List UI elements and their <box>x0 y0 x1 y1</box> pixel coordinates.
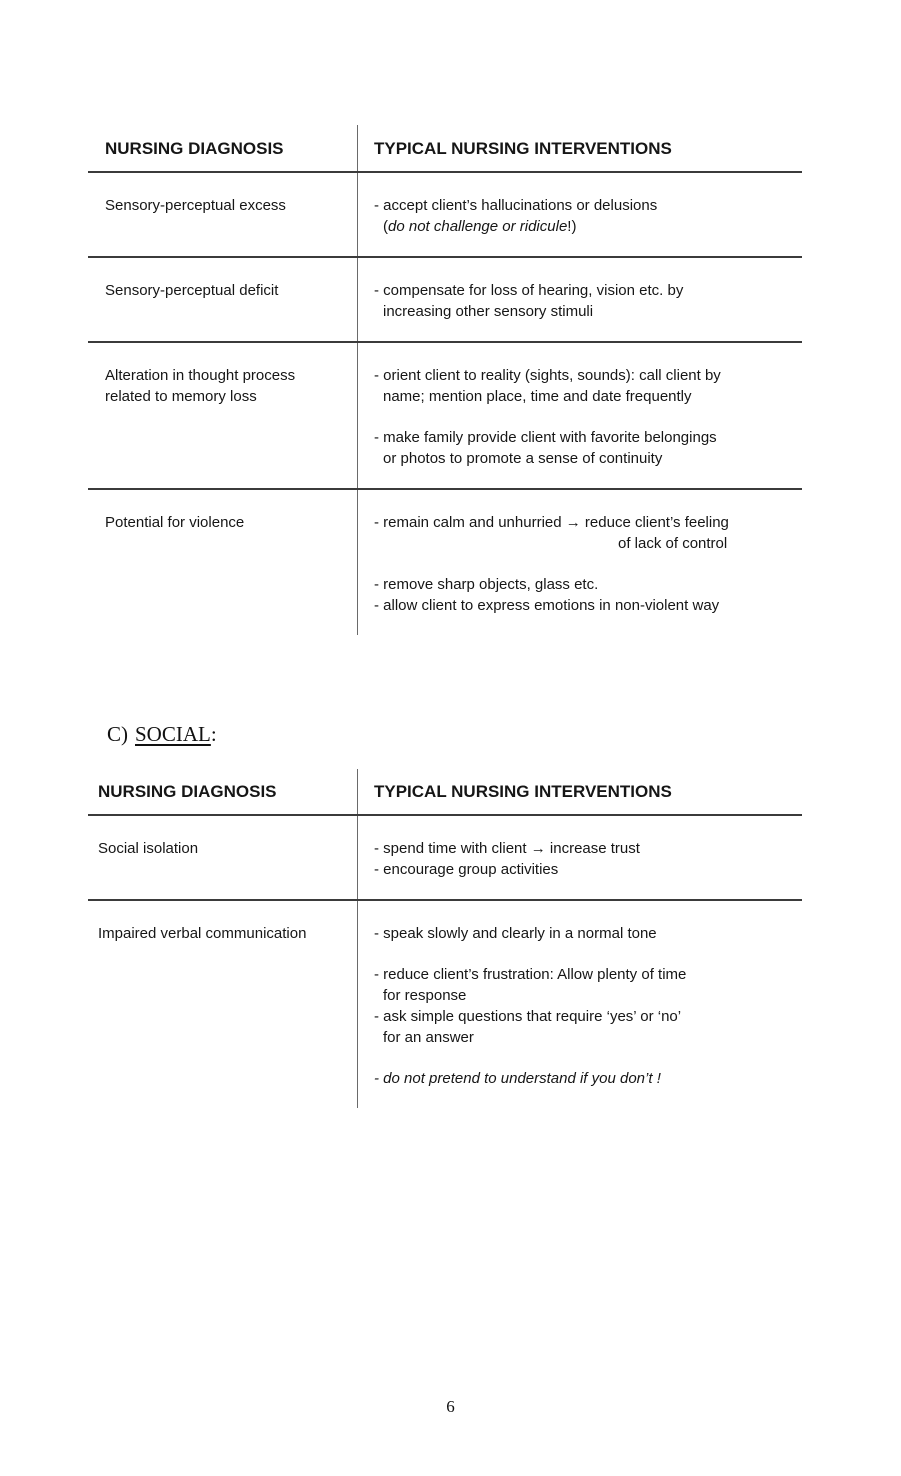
diagnosis-column-header <box>88 125 358 171</box>
diagnosis-line: Sensory-perceptual deficit <box>105 282 279 299</box>
interventions-cell <box>358 901 802 1108</box>
intervention-line <box>374 1027 794 1048</box>
diagnosis-cell <box>88 816 358 899</box>
page-number: 6 <box>446 1397 455 1416</box>
paragraph-gap <box>374 554 794 574</box>
intervention-line <box>374 427 794 448</box>
paragraph-gap <box>374 944 794 964</box>
diagnosis-line: Impaired verbal communication <box>98 925 307 942</box>
table-row <box>88 256 802 341</box>
diagnosis-line: related to memory loss <box>105 388 257 405</box>
text-segment: - accept client’s hallucinations or delusions <box>374 197 658 214</box>
intervention-line <box>374 595 794 616</box>
interventions-cell <box>358 258 802 341</box>
nursing-table-social <box>88 769 802 1108</box>
intervention-line <box>374 280 794 301</box>
text-segment: or photos to promote a sense of continuity <box>383 450 663 467</box>
diagnosis-cell <box>88 343 358 488</box>
text-segment: - speak slowly and clearly in a normal tone <box>374 925 657 942</box>
nursing-table-cognitive <box>88 125 802 635</box>
text-segment: do not challenge or ridicule <box>388 218 568 235</box>
text-segment: - reduce client’s frustration: Allow plenty of time <box>374 966 687 983</box>
diagnosis-line: Potential for violence <box>105 514 245 531</box>
diagnosis-line: Alteration in thought process <box>105 367 296 384</box>
intervention-line <box>374 533 794 554</box>
diagnosis-line: Sensory-perceptual excess <box>105 197 286 214</box>
text-segment: - compensate for loss of hearing, vision etc. by <box>374 282 684 299</box>
interventions-column-header <box>358 125 802 171</box>
text-segment: - orient client to reality (sights, sounds): call client by <box>374 367 721 384</box>
paragraph-gap <box>374 1048 794 1068</box>
table-header-row <box>88 769 802 814</box>
table-row <box>88 171 802 256</box>
text-segment: - encourage group activities <box>374 861 559 878</box>
intervention-line <box>374 448 794 469</box>
intervention-line <box>374 365 794 386</box>
interventions-cell <box>358 490 802 635</box>
intervention-line <box>374 1068 794 1089</box>
interventions-cell <box>358 343 802 488</box>
text-segment: for response <box>383 987 467 1004</box>
intervention-line <box>374 386 794 407</box>
intervention-line <box>374 512 794 533</box>
section-letter: C) <box>107 722 128 746</box>
interventions-column-header <box>358 769 802 814</box>
text-segment: - remain calm and unhurried → reduce client’s feeling <box>374 514 729 531</box>
text-segment: - make family provide client with favorite belongings <box>374 429 717 446</box>
paragraph-gap <box>374 407 794 427</box>
table-row <box>88 899 802 1108</box>
table-row <box>88 341 802 488</box>
text-segment: - remove sharp objects, glass etc. <box>374 576 599 593</box>
table-header-row <box>88 125 802 171</box>
text-segment: increasing other sensory stimuli <box>383 303 594 320</box>
text-segment: ( <box>383 218 388 235</box>
text-segment: for an answer <box>383 1029 474 1046</box>
column-header-label: NURSING DIAGNOSIS <box>105 139 284 158</box>
intervention-line <box>374 985 794 1006</box>
intervention-line <box>374 301 794 322</box>
table-row <box>88 488 802 635</box>
interventions-cell <box>358 816 802 899</box>
text-segment: - do not pretend to understand if you don’t ! <box>374 1070 661 1087</box>
column-header-label: TYPICAL NURSING INTERVENTIONS <box>374 782 672 801</box>
text-segment: - ask simple questions that require ‘yes’ or ‘no’ <box>374 1008 682 1025</box>
text-segment: - spend time with client → increase trust <box>374 840 640 857</box>
text-segment: !) <box>567 218 577 235</box>
intervention-line <box>374 1006 794 1027</box>
intervention-line <box>374 574 794 595</box>
intervention-line <box>374 923 794 944</box>
diagnosis-line: Social isolation <box>98 840 199 857</box>
column-header-label: TYPICAL NURSING INTERVENTIONS <box>374 139 672 158</box>
diagnosis-cell <box>88 901 358 1108</box>
text-segment: name; mention place, time and date frequently <box>383 388 692 405</box>
diagnosis-cell <box>88 173 358 256</box>
diagnosis-cell <box>88 490 358 635</box>
intervention-line <box>374 838 794 859</box>
section-title: SOCIAL <box>135 722 211 746</box>
intervention-line <box>374 216 794 237</box>
table-row <box>88 814 802 899</box>
section-colon: : <box>210 722 217 746</box>
diagnosis-cell <box>88 258 358 341</box>
interventions-cell <box>358 173 802 256</box>
text-segment: - allow client to express emotions in non-violent way <box>374 597 720 614</box>
diagnosis-column-header <box>88 769 358 814</box>
intervention-line <box>374 195 794 216</box>
column-header-label: NURSING DIAGNOSIS <box>98 782 277 801</box>
text-segment: of lack of control <box>618 535 728 552</box>
intervention-line <box>374 859 794 880</box>
intervention-line <box>374 964 794 985</box>
section-heading <box>107 720 901 749</box>
